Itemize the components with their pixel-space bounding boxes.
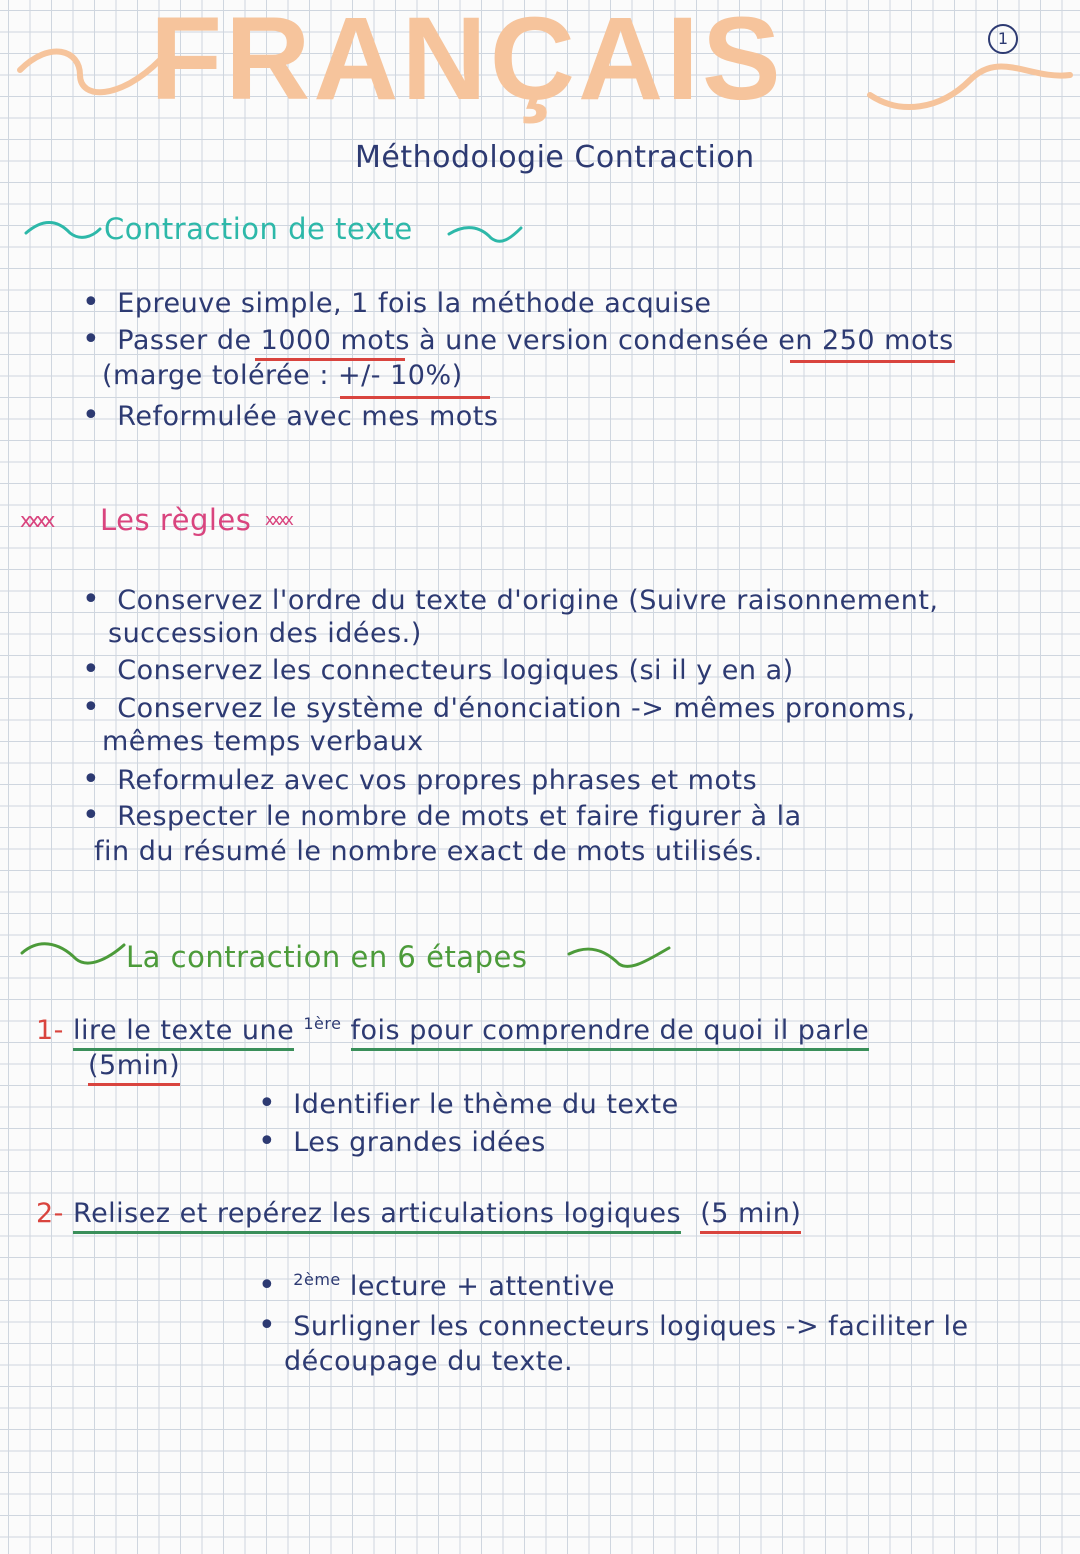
list-item: • Passer de 1000 mots à une version condensée en 250 mots <box>82 322 954 357</box>
section-heading-etapes: La contraction en 6 étapes <box>126 940 528 974</box>
step-1: 1- lire le texte une $^{1ère}$ fois pour comprendre de quoi il parle <box>36 1014 869 1046</box>
list-item: • Reformulez avec vos propres phrases et mots <box>82 762 757 797</box>
title-swash-left <box>10 20 170 110</box>
list-item-continuation: succession des idées.) <box>108 618 422 649</box>
step-2: 2- Relisez et repérez les articulations logiques (5 min) <box>36 1198 801 1229</box>
step-1-time: (5min) <box>88 1050 180 1081</box>
list-item: • Les grandes idées <box>258 1124 546 1159</box>
page-subtitle: Méthodologie Contraction <box>355 140 755 175</box>
list-item: • Epreuve simple, 1 fois la méthode acquise <box>82 285 712 320</box>
heading-deco-left-icon: xxxx <box>20 508 52 532</box>
list-item: • Conservez le système d'énonciation -> mêmes pronoms, <box>82 690 916 725</box>
page-number: 1 <box>988 24 1018 54</box>
heading-swash-left-icon <box>22 215 102 245</box>
underline-250-mots <box>790 360 955 363</box>
heading-swash-right-icon <box>565 940 675 980</box>
list-item: • Conservez l'ordre du texte d'origine (Suivre raisonnement, <box>82 582 939 617</box>
heading-deco-right-icon: xxxx <box>265 510 291 529</box>
step-number: 2- <box>36 1198 64 1229</box>
list-item: • $^{2ème}$ lecture + attentive <box>258 1268 615 1303</box>
step-number: 1- <box>36 1015 64 1046</box>
page-title: FRANÇAIS <box>150 0 784 125</box>
list-item: • Identifier le thème du texte <box>258 1086 679 1121</box>
list-item: • Surligner les connecteurs logiques -> faciliter le <box>258 1308 969 1343</box>
list-item-continuation: fin du résumé le nombre exact de mots utilisés. <box>94 836 763 867</box>
section-heading-regles: Les règles <box>100 503 252 537</box>
list-item: • Respecter le nombre de mots et faire figurer à la <box>82 798 802 833</box>
list-item-continuation: (marge tolérée : +/- 10%) <box>102 360 463 391</box>
list-item: • Conservez les connecteurs logiques (si il y en a) <box>82 652 794 687</box>
title-swash-right <box>860 40 1080 120</box>
list-item-continuation: découpage du texte. <box>284 1346 574 1377</box>
heading-swash-right-icon <box>445 220 525 250</box>
list-item: • Reformulée avec mes mots <box>82 398 498 433</box>
section-heading-contraction: Contraction de texte <box>104 212 413 246</box>
heading-swash-left-icon <box>18 935 128 975</box>
list-item-continuation: mêmes temps verbaux <box>102 726 424 757</box>
